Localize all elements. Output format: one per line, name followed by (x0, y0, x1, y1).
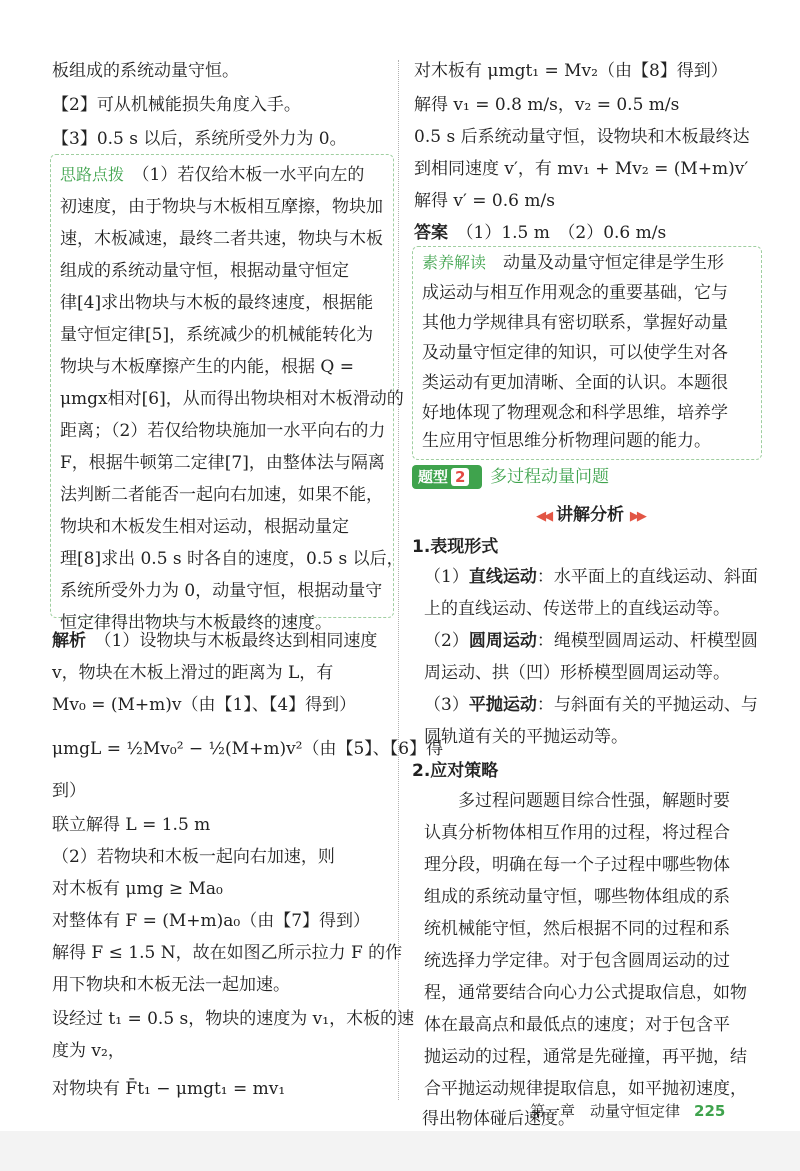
solution-label: 解析 (52, 631, 86, 651)
section-line: 合平抛运动规律提取信息，如平抛初速度， (424, 1079, 747, 1099)
literacy-line: 类运动有更加清晰、全面的认识。本题很 (422, 373, 728, 393)
thinking-line: 恒定律得出物块与木板最终的速度。 (60, 613, 332, 633)
page-number: 225 (694, 1102, 726, 1120)
section-line: 抛运动的过程，通常是先碰撞，再平抛，结 (424, 1047, 747, 1067)
literacy-line: 好地体现了物理观念和科学思维，培养学 (422, 403, 728, 423)
section-line: 上的直线运动、传送带上的直线运动等。 (424, 599, 730, 619)
solution-line: 联立解得 L = 1.5 m (52, 815, 211, 835)
chapter-title: 第一章 动量守恒定律 (530, 1102, 681, 1120)
text-line: 0.5 s 后系统动量守恒，设物块和木板最终达 (414, 127, 750, 147)
section-line: （1）直线运动：水平面上的直线运动、斜面 (424, 567, 758, 587)
subheading: ◀◀ 讲解分析 ▶▶ (536, 505, 644, 525)
section-heading: 1.表现形式 (412, 537, 499, 557)
solution-line: （2）若物块和木板一起向右加速，则 (52, 847, 335, 867)
solution-line: 用下物块和木板无法一起加速。 (52, 975, 290, 995)
literacy-line: 素养解读 动量及动量守恒定律是学生形 (422, 253, 725, 273)
thinking-line: 法判断二者能否一起向右加速，如果不能， (60, 485, 383, 505)
solution-line: 对物块有 F̄t₁ − μmgt₁ = mv₁ (52, 1079, 286, 1099)
section-line: 程，通常要结合向心力公式提取信息，如物 (424, 983, 747, 1003)
literacy-line: 生应用守恒思维分析物理问题的能力。 (422, 431, 711, 451)
section-heading: 2.应对策略 (412, 761, 499, 781)
type-header: 题型 2 多过程动量问题 (412, 462, 768, 492)
text-line: 对木板有 μmgt₁ = Mv₂（由【8】得到） (414, 61, 728, 81)
solution-line: Mv₀ = (M+m)v（由【1】、【4】得到） (52, 695, 357, 715)
section-line: 统机械能守恒，然后根据不同的过程和系 (424, 919, 730, 939)
thinking-line: 距离；（2）若仅给物块施加一水平向右的力 (60, 421, 386, 441)
solution-line: 对整体有 F = (M+m)a₀（由【7】得到） (52, 911, 371, 931)
text-line: 【2】可从机械能损失角度入手。 (52, 95, 301, 115)
literacy-line: 及动量守恒定律的知识，可以使学生对各 (422, 343, 728, 363)
thinking-tag: 思路点拨 (60, 165, 125, 184)
text-line: 解得 v₁ = 0.8 m/s，v₂ = 0.5 m/s (414, 95, 680, 115)
text-line: 【3】0.5 s 以后，系统所受外力为 0。 (52, 129, 347, 149)
text-line: 解得 v′ = 0.6 m/s (414, 191, 555, 211)
text-line: 到相同速度 v′，有 mv₁ + Mv₂ = (M+m)v′ (414, 159, 749, 179)
literacy-tag: 素养解读 (422, 253, 487, 272)
literacy-line: 其他力学规律具有密切联系，掌握好动量 (422, 313, 728, 333)
solution-line: 解析 （1）设物块与木板最终达到相同速度 (52, 631, 378, 651)
thinking-line: 系统所受外力为 0，动量守恒，根据动量守 (60, 581, 383, 601)
section-line: 组成的系统动量守恒，哪些物体组成的系 (424, 887, 730, 907)
section-line: 周运动、拱（凹）形桥模型圆周运动等。 (424, 663, 730, 683)
solution-line: 到） (52, 781, 86, 801)
solution-line: μmgL = ½Mv₀² − ½(M+m)v²（由【5】、【6】得 (52, 739, 444, 759)
thinking-line: 律[4]求出物块与木板的最终速度，根据能 (60, 293, 374, 313)
bottom-stripe (0, 1131, 800, 1171)
answer-label: 答案 (414, 223, 448, 243)
thinking-line: 速，木板减速，最终二者共速，物块与木板 (60, 229, 383, 249)
answer-line: 答案 （1）1.5 m （2）0.6 m/s (414, 223, 667, 243)
section-line: 得出物体碰后速度。 (422, 1109, 575, 1129)
thinking-line: 物块与木板摩擦产生的内能，根据 Q = (60, 357, 354, 377)
solution-line: v，物块在木板上滑过的距离为 L，有 (52, 663, 334, 683)
section-line: 认真分析物体相互作用的过程，将过程合 (424, 823, 730, 843)
thinking-line: 量守恒定律[5]，系统减少的机械能转化为 (60, 325, 374, 345)
section-line: 理分段，明确在每一个子过程中哪些物体 (424, 855, 730, 875)
thinking-line: 思路点拨 （1）若仅给木板一水平向左的 (60, 165, 365, 185)
type-title: 多过程动量问题 (490, 467, 609, 487)
solution-line: 对木板有 μmg ≥ Ma₀ (52, 879, 223, 899)
thinking-line: μmgx相对[6]，从而得出物块相对木板滑动的 (60, 389, 404, 409)
solution-line: 度为 v₂， (52, 1041, 125, 1061)
thinking-line: 初速度，由于物块与木板相互摩擦，物块加 (60, 197, 383, 217)
type-number: 2 (451, 468, 469, 486)
double-chevron-left-icon: ◀◀ (536, 509, 551, 524)
thinking-line: 理[8]求出 0.5 s 时各自的速度，0.5 s 以后， (60, 549, 404, 569)
section-line: 多过程问题题目综合性强，解题时要 (424, 791, 730, 811)
double-chevron-right-icon: ▶▶ (629, 509, 644, 524)
thinking-line: 组成的系统动量守恒，根据动量守恒定 (60, 261, 349, 281)
section-line: （3）平抛运动：与斜面有关的平抛运动、与 (424, 695, 758, 715)
thinking-line: F，根据牛顿第二定律[7]，由整体法与隔离 (60, 453, 385, 473)
text-line: 板组成的系统动量守恒。 (52, 61, 239, 81)
literacy-line: 成运动与相互作用观念的重要基础，它与 (422, 283, 728, 303)
section-line: 统选择力学定律。对于包含圆周运动的过 (424, 951, 730, 971)
section-line: （2）圆周运动：绳模型圆周运动、杆模型圆 (424, 631, 758, 651)
thinking-line: 物块和木板发生相对运动，根据动量定 (60, 517, 349, 537)
solution-line: 设经过 t₁ = 0.5 s，物块的速度为 v₁，木板的速 (52, 1009, 415, 1029)
section-line: 圆轨道有关的平抛运动等。 (424, 727, 628, 747)
section-line: 体在最高点和最低点的速度；对于包含平 (424, 1015, 730, 1035)
solution-line: 解得 F ≤ 1.5 N，故在如图乙所示拉力 F 的作 (52, 943, 403, 963)
